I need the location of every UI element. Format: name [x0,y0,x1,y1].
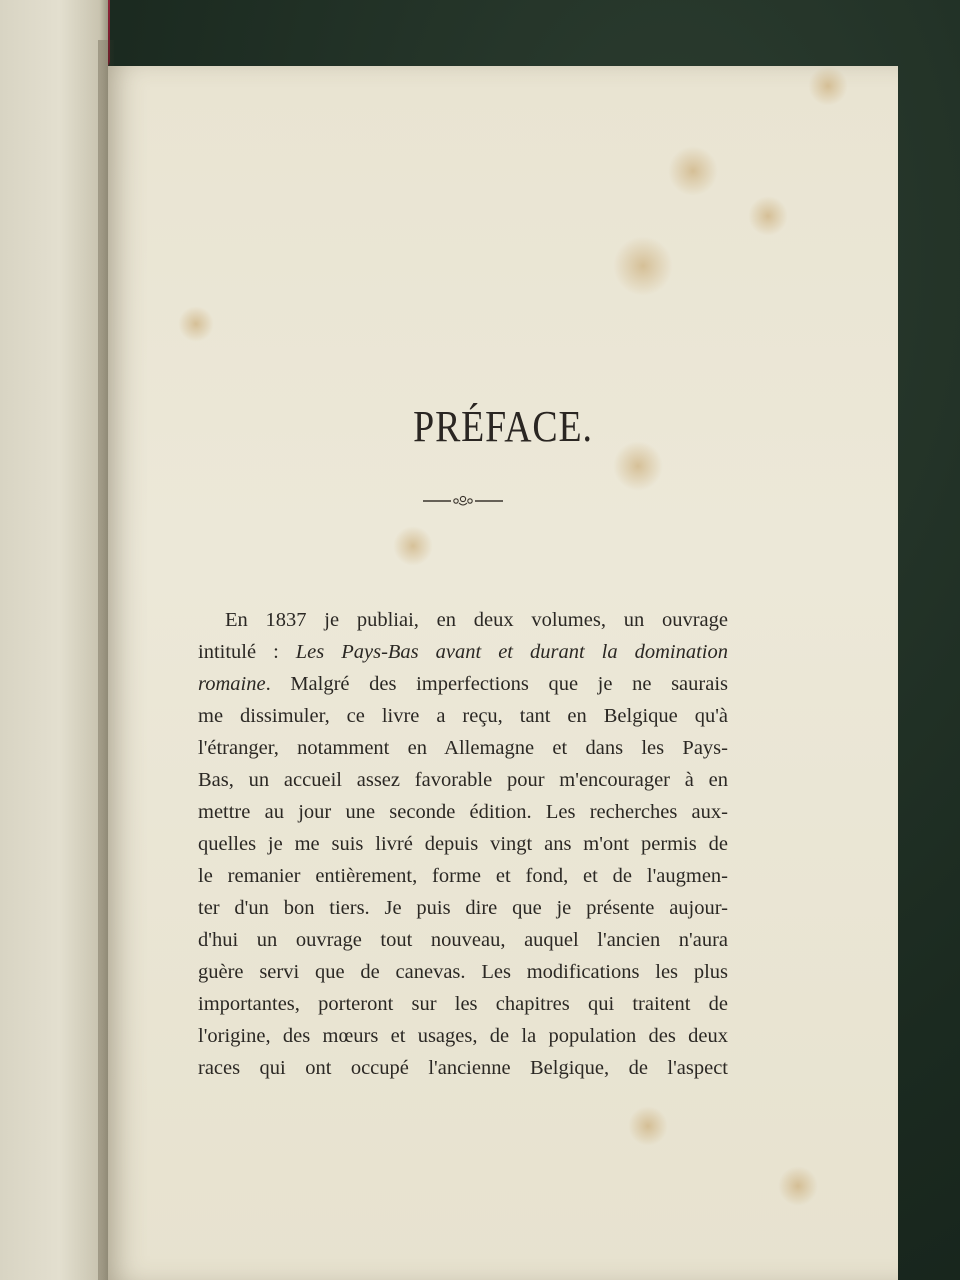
text-line [198,636,728,668]
text-line [198,1052,728,1084]
foxing-spot [808,66,848,106]
text-segment: le remanier entièrement, forme et fond, et de l'augmen- [198,865,728,887]
foxing-spot [613,236,673,296]
text-segment: guère servi que de canevas. Les modifications les plus [198,961,728,983]
text-segment: me dissimuler, ce livre a reçu, tant en Belgique qu'à [198,705,728,727]
foxing-spot [748,196,788,236]
text-segment: . Malgré des imperfections que je ne saurais [265,673,728,695]
text-segment: ter d'un bon tiers. Je puis dire que je présente aujour- [198,897,728,919]
italic-text: romaine [198,673,266,695]
text-line [198,604,728,636]
book-page [108,66,898,1280]
text-segment: races qui ont occupé l'ancienne Belgique, de l'aspect [198,1057,728,1079]
text-segment: En 1837 je publiai, en deux volumes, un ouvrage [225,609,728,631]
text-segment: intitulé : [198,641,296,663]
text-line [198,828,728,860]
text-line [198,988,728,1020]
text-line [198,668,728,700]
text-segment: quelles je me suis livré depuis vingt ans m'ont permis de [198,833,728,855]
text-segment: d'hui un ouvrage tout nouveau, auquel l'ancien n'aura [198,929,728,951]
text-line [198,700,728,732]
foxing-spot [628,1106,668,1146]
left-facing-page [0,0,108,1280]
text-line [198,764,728,796]
text-segment: importantes, porteront sur les chapitres qui traitent de [198,993,728,1015]
italic-text: Les Pays-Bas avant et durant la domination [295,641,728,663]
preface-paragraph [198,604,728,1084]
text-line [198,732,728,764]
text-line [198,956,728,988]
foxing-spot [778,1166,818,1206]
text-line [198,1020,728,1052]
text-segment: Bas, un accueil assez favorable pour m'encourager à en [198,769,728,791]
text-segment: mettre au jour une seconde édition. Les recherches aux- [198,801,728,823]
foxing-spot [178,306,214,342]
foxing-spot [668,146,718,196]
text-line [198,860,728,892]
text-line [198,924,728,956]
ornament-divider-icon [423,494,503,508]
page-title: PRÉFACE. [413,402,593,451]
text-segment: l'origine, des mœurs et usages, de la population des deux [198,1025,728,1047]
text-line [198,892,728,924]
text-segment: l'étranger, notamment en Allemagne et dans les Pays- [198,737,728,759]
foxing-spot [393,526,433,566]
text-line [198,796,728,828]
